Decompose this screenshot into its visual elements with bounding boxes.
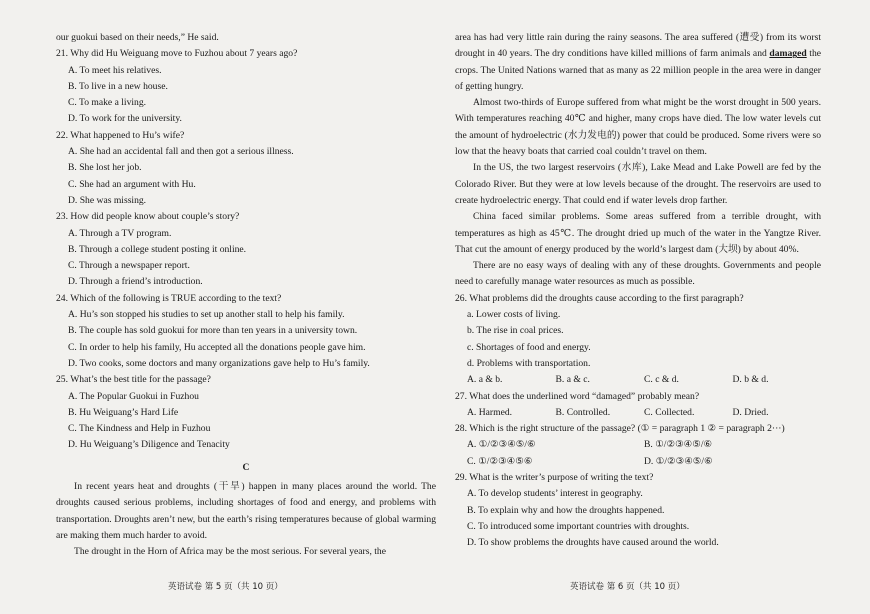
option: B. a & c. — [555, 374, 590, 386]
passage-paragraph — [455, 30, 821, 95]
page-footer-right: 英语试卷 第 6 页（共 10 页） — [570, 582, 685, 592]
option: C. c & d. — [644, 374, 679, 386]
left-column — [56, 30, 436, 561]
sub-item: d. Problems with transportation. — [467, 357, 591, 369]
question-25: 25. What’s the best title for the passage? — [56, 374, 211, 386]
option: C. Collected. — [644, 406, 695, 418]
option: C. To make a living. — [68, 97, 147, 109]
question-24: 24. Which of the following is TRUE according to the text? — [56, 292, 282, 304]
option: A. She had an accidental fall and then got a serious illness. — [68, 146, 294, 158]
option: B. Through a college student posting it online. — [68, 243, 247, 255]
question-28: 28. Which is the right structure of the passage? (① = paragraph 1 ② = paragraph 2···) — [455, 423, 785, 435]
option: D. She was missing. — [68, 194, 147, 206]
option: D. Two cooks, some doctors and many organizations gave help to Hu’s family. — [68, 357, 370, 369]
passage-paragraph: Almost two-thirds of Europe suffered from what might be the worst drought in 500 years. With temperatures reaching 40℃ and higher, many crops have died. The low water levels cut the amount of hydroelectric (水力发电的) power that could be produced. Some rivers were so low that the heavy boats that carried coal couldn’t travel on them. — [455, 97, 821, 158]
option: D. b & d. — [732, 374, 769, 386]
option: C. To introduced some important countries with droughts. — [467, 520, 690, 532]
options-row — [455, 454, 821, 470]
option: D. To work for the university. — [68, 113, 182, 125]
question-22: 22. What happened to Hu’s wife? — [56, 129, 185, 141]
option: B. ①/②③④⑤/⑥ — [644, 439, 713, 451]
sub-item: a. Lower costs of living. — [467, 309, 561, 321]
passage-paragraph: China faced similar problems. Some areas suffered from a terrible drought, with temperatures as high as 45℃. The drought dried up much of the water in the Yangtze River. That cut the amount of energy produced by the world’s largest dam (大坝) by about 40%. — [455, 211, 821, 255]
option: C. In order to help his family, Hu accepted all the donations people gave him. — [68, 341, 366, 353]
passage-paragraph: In the US, the two largest reservoirs (水库), Lake Mead and Lake Powell are fed by the Colorado River. But they were at low levels because of the drought. The reservoirs are used to create hydroelectric energy. That could end if water levels drop farther. — [455, 162, 821, 206]
sub-item: c. Shortages of food and energy. — [467, 341, 591, 353]
option: A. ①/②③④⑤/⑥ — [467, 439, 536, 451]
option: D. To show problems the droughts have caused around the world. — [467, 537, 719, 549]
page-footer-left: 英语试卷 第 5 页（共 10 页） — [168, 582, 283, 592]
options-row — [455, 437, 821, 453]
option: B. To live in a new house. — [68, 80, 168, 92]
option: C. She had an argument with Hu. — [68, 178, 196, 190]
question-23: 23. How did people know about couple’s story? — [56, 211, 240, 223]
question-27: 27. What does the underlined word “damaged” probably mean? — [455, 390, 700, 402]
section-heading: C — [242, 461, 250, 473]
option: A. Hu’s son stopped his studies to set up another stall to help his family. — [68, 309, 345, 321]
passage-line: our guokui based on their needs,” He said. — [56, 32, 219, 43]
option: B. Hu Weiguang’s Hard Life — [68, 406, 179, 418]
question-26: 26. What problems did the droughts cause according to the first paragraph? — [455, 292, 744, 304]
option: A. To develop students’ interest in geography. — [467, 488, 643, 500]
option: A. Harmed. — [467, 406, 513, 418]
passage-paragraph: The drought in the Horn of Africa may be the most serious. For several years, the — [74, 546, 386, 558]
passage-text: area has had very little rain during the rainy seasons. The area suffered (遭受) from its worst drought in 40 years. The dry conditions have killed millions of farm animals and — [455, 32, 821, 60]
options-row — [455, 372, 821, 388]
option: D. Hu Weiguang’s Diligence and Tenacity — [68, 439, 230, 451]
sub-item: b. The rise in coal prices. — [467, 325, 564, 337]
option: D. ①/②③④⑤/⑥ — [644, 455, 713, 467]
passage-paragraph: There are no easy ways of dealing with any of these droughts. Governments and people need to carefully manage water resources as much as possible. — [455, 260, 821, 288]
question-29: 29. What is the writer’s purpose of writing the text? — [455, 472, 654, 484]
underlined-word: damaged — [769, 48, 807, 60]
option: C. ①/②③④⑤⑥ — [467, 455, 533, 467]
option: B. She lost her job. — [68, 162, 142, 174]
option: A. Through a TV program. — [68, 227, 172, 239]
passage-paragraph: In recent years heat and droughts (干旱) happen in many places around the world. The droughts caused serious problems, including shortages of food and energy, and problems with transportation. Droughts aren’t new, but the earth’s rising temperatures because of global warming are making them much harder to avoid. — [56, 481, 436, 541]
option: A. To meet his relatives. — [68, 64, 162, 76]
option: A. a & b. — [467, 374, 503, 386]
option: B. To explain why and how the droughts happened. — [467, 504, 665, 516]
option: D. Dried. — [732, 406, 769, 418]
option: C. Through a newspaper report. — [68, 260, 190, 272]
option: B. Controlled. — [555, 406, 611, 418]
option: A. The Popular Guokui in Fuzhou — [68, 390, 199, 402]
option: C. The Kindness and Help in Fuzhou — [68, 423, 211, 435]
options-row — [455, 405, 821, 421]
passage-text: the crops. The United Nations warned that as many as 22 million people in the area were in danger of getting hungry. — [455, 48, 822, 92]
option: B. The couple has sold guokui for more than ten years in a university town. — [68, 325, 358, 337]
right-column — [455, 30, 821, 552]
option: D. Through a friend’s introduction. — [68, 276, 203, 288]
question-21: 21. Why did Hu Weiguang move to Fuzhou about 7 years ago? — [56, 48, 298, 60]
